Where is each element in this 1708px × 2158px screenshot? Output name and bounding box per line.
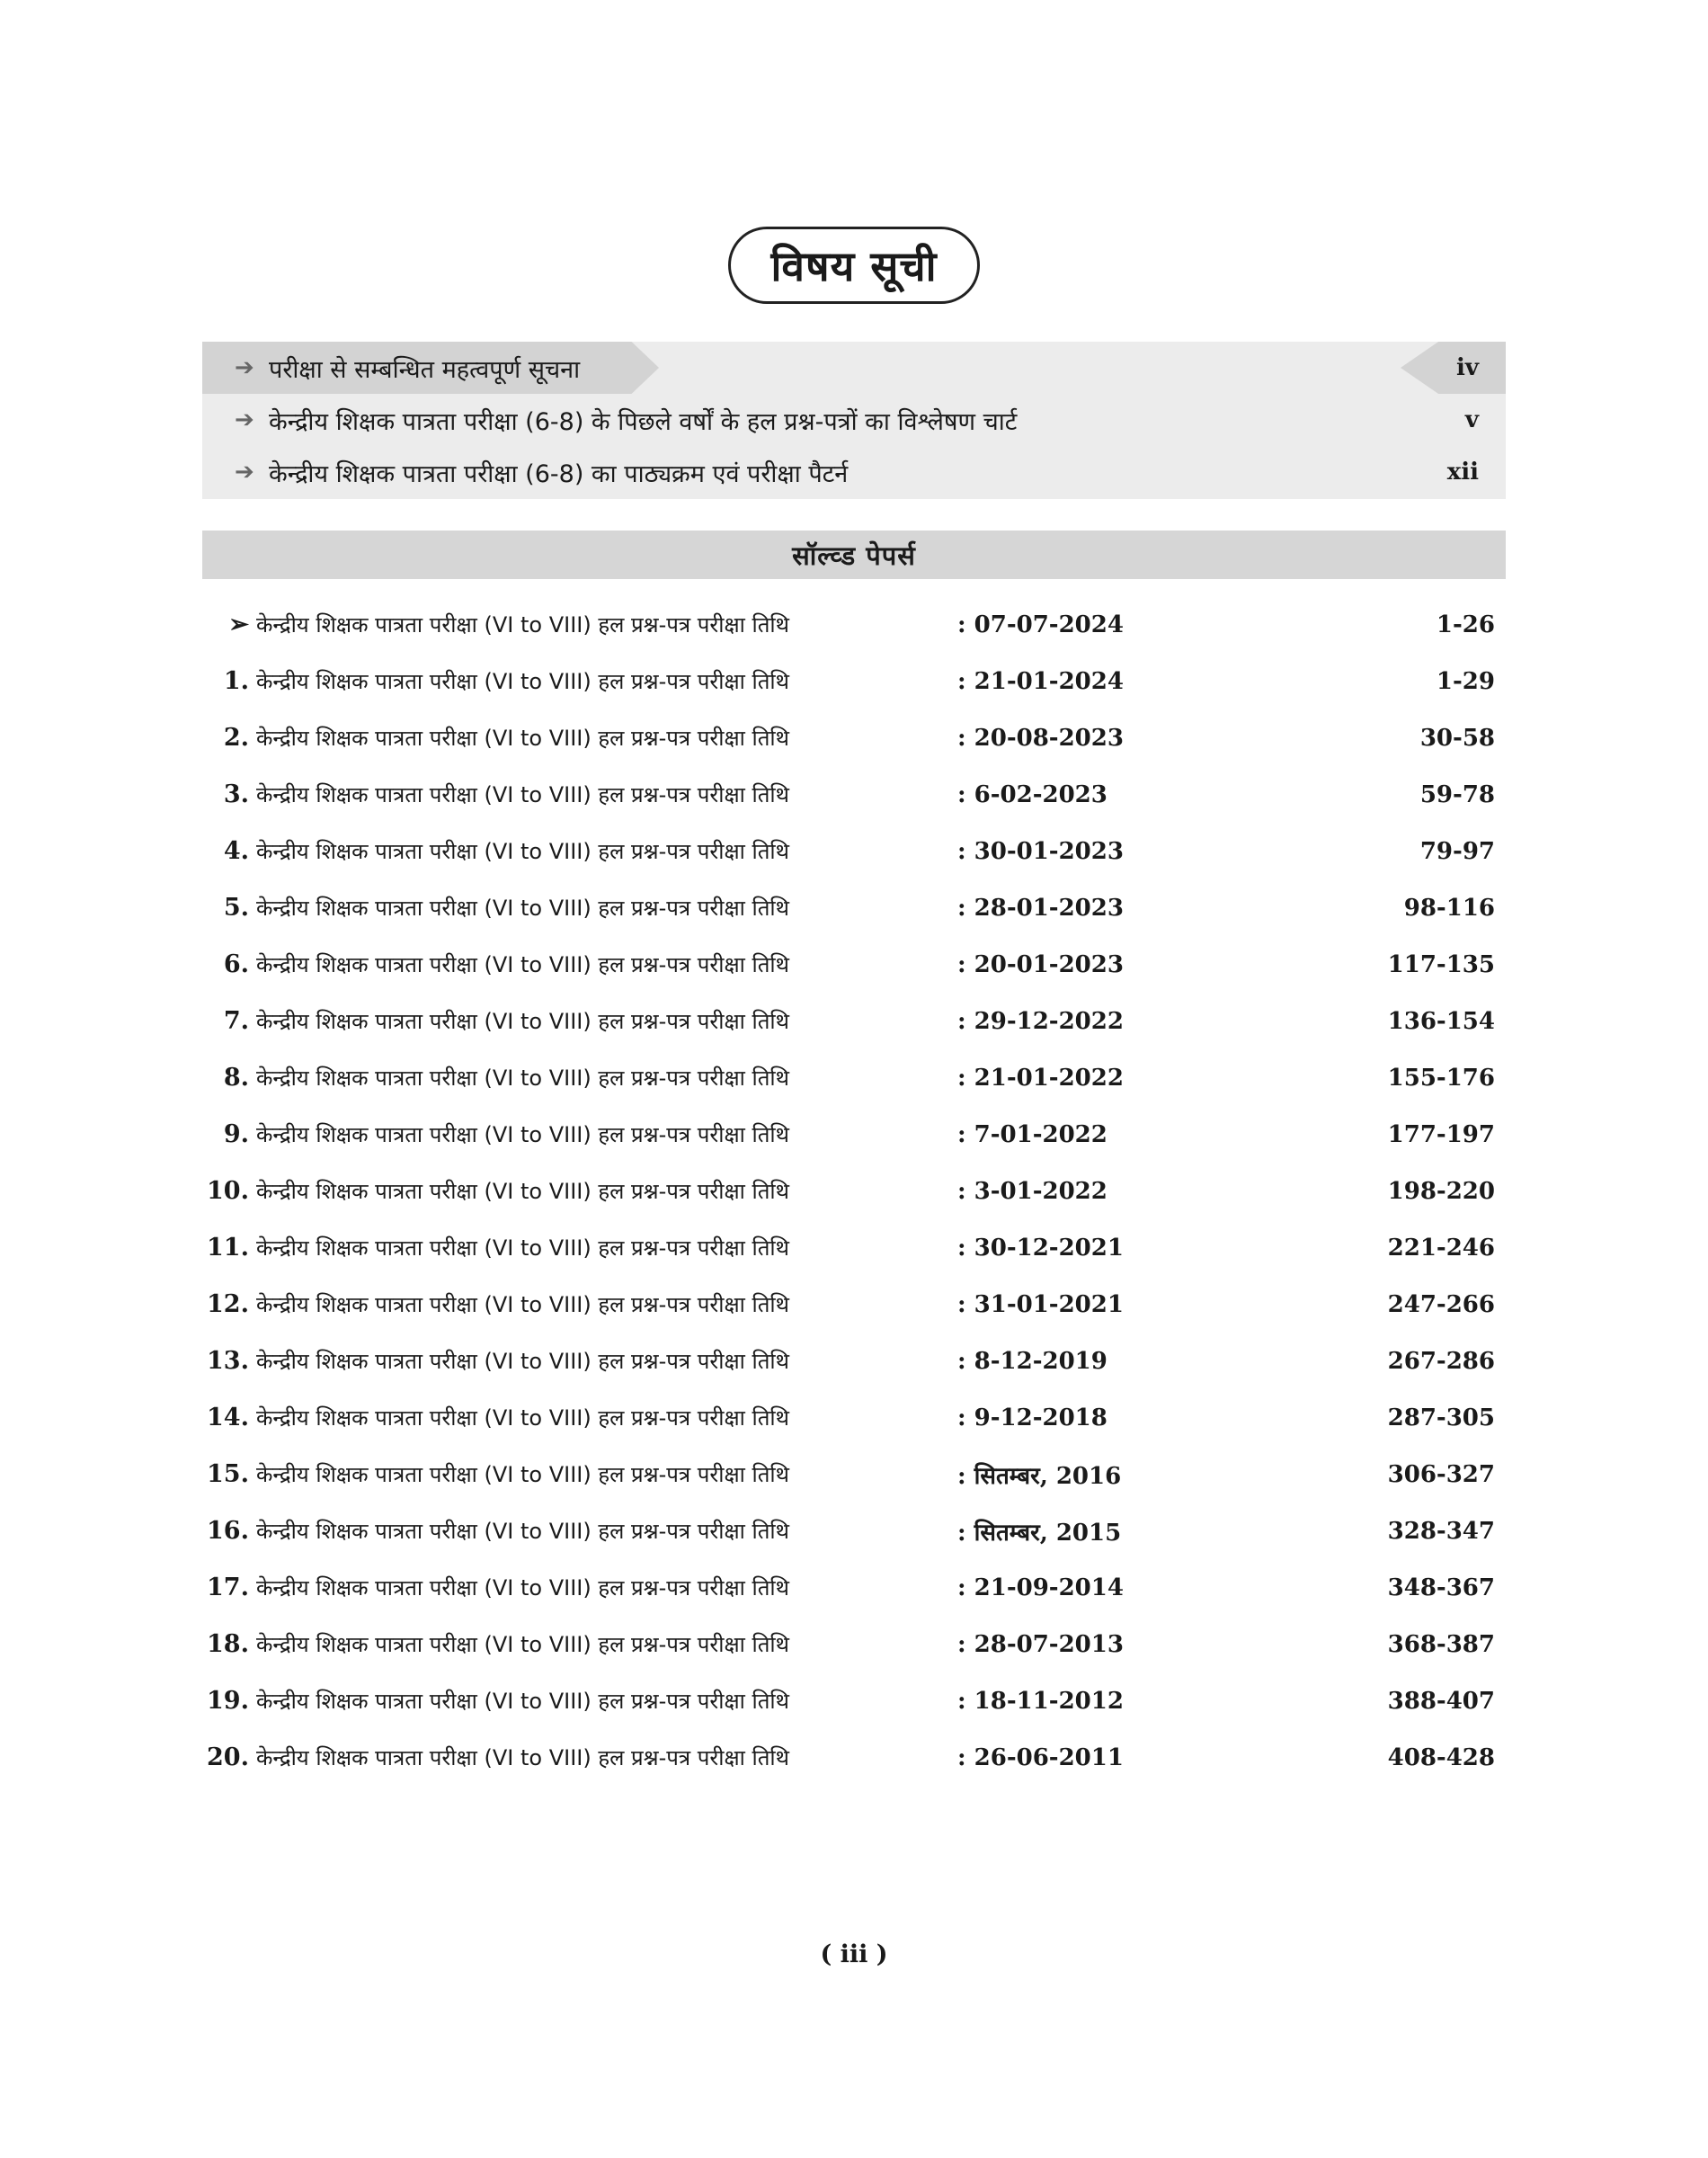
list-item[interactable] bbox=[202, 993, 1506, 1049]
list-item[interactable] bbox=[202, 1616, 1506, 1672]
entry-title: केन्द्रीय शिक्षक पात्रता परीक्षा (VI to VIII) हल प्रश्न-पत्र परीक्षा तिथि bbox=[256, 1009, 789, 1034]
entry-title: केन्द्रीय शिक्षक पात्रता परीक्षा (VI to VIII) हल प्रश्न-पत्र परीक्षा तिथि bbox=[256, 1349, 789, 1374]
entry-pages: 30-58 bbox=[1419, 724, 1495, 752]
entry-number: 5. bbox=[223, 894, 249, 922]
entry-date: : 20-01-2023 bbox=[957, 950, 1124, 978]
entry-pages: 155-176 bbox=[1387, 1064, 1495, 1092]
intro-item-text: केन्द्रीय शिक्षक पात्रता परीक्षा (6-8) का पाठ्यक्रम एवं परीक्षा पैटर्न bbox=[269, 459, 849, 488]
entry-date: : 21-01-2022 bbox=[957, 1064, 1124, 1092]
arrow-right-icon: ➔ bbox=[235, 406, 254, 433]
entry-pages: 388-407 bbox=[1387, 1687, 1495, 1715]
entry-title: केन्द्रीय शिक्षक पात्रता परीक्षा (VI to VIII) हल प्रश्न-पत्र परीक्षा तिथि bbox=[256, 1689, 789, 1714]
arrow-right-icon: ➔ bbox=[235, 459, 254, 486]
entry-pages: 59-78 bbox=[1419, 780, 1495, 808]
entry-pages: 79-97 bbox=[1419, 837, 1495, 865]
list-item[interactable] bbox=[202, 1163, 1506, 1219]
entry-date: : 6-02-2023 bbox=[957, 780, 1108, 808]
entry-title: केन्द्रीय शिक्षक पात्रता परीक्षा (VI to VIII) हल प्रश्न-पत्र परीक्षा तिथि bbox=[256, 1066, 789, 1091]
entry-title: केन्द्रीय शिक्षक पात्रता परीक्षा (VI to VIII) हल प्रश्न-पत्र परीक्षा तिथि bbox=[256, 952, 789, 977]
entry-title: केन्द्रीय शिक्षक पात्रता परीक्षा (VI to VIII) हल प्रश्न-पत्र परीक्षा तिथि bbox=[256, 782, 789, 807]
list-item[interactable] bbox=[202, 1672, 1506, 1729]
entry-number: ➢ bbox=[228, 611, 249, 638]
entry-date: : 20-08-2023 bbox=[957, 724, 1124, 752]
entry-date: : 7-01-2022 bbox=[957, 1120, 1108, 1148]
entry-pages: 117-135 bbox=[1387, 950, 1495, 978]
list-item[interactable] bbox=[202, 1276, 1506, 1333]
entry-pages: 1-26 bbox=[1436, 611, 1495, 638]
entry-number: 3. bbox=[223, 780, 249, 808]
entry-number: 19. bbox=[207, 1687, 249, 1715]
list-item[interactable] bbox=[202, 1503, 1506, 1559]
entry-title: केन्द्रीय शिक्षक पात्रता परीक्षा (VI to VIII) हल प्रश्न-पत्र परीक्षा तिथि bbox=[256, 1519, 789, 1544]
section-heading-solved-papers: सॉल्व्ड पेपर्स bbox=[202, 531, 1506, 579]
intro-item-page: v bbox=[1464, 406, 1479, 433]
entry-number: 10. bbox=[207, 1177, 249, 1205]
list-item[interactable] bbox=[202, 1219, 1506, 1276]
list-item[interactable] bbox=[202, 653, 1506, 709]
entry-number: 15. bbox=[207, 1460, 249, 1488]
entry-date: : 21-09-2014 bbox=[957, 1574, 1124, 1601]
entry-pages: 408-428 bbox=[1387, 1743, 1495, 1771]
intro-item-text: केन्द्रीय शिक्षक पात्रता परीक्षा (6-8) के पिछले वर्षों के हल प्रश्न-पत्रों का विश्लेषण चार्ट bbox=[269, 407, 1018, 436]
entry-date: : 07-07-2024 bbox=[957, 611, 1124, 638]
entry-pages: 348-367 bbox=[1387, 1574, 1495, 1601]
entry-title: केन्द्रीय शिक्षक पात्रता परीक्षा (VI to VIII) हल प्रश्न-पत्र परीक्षा तिथि bbox=[256, 1292, 789, 1317]
entry-title: केन्द्रीय शिक्षक पात्रता परीक्षा (VI to VIII) हल प्रश्न-पत्र परीक्षा तिथि bbox=[256, 669, 789, 694]
entry-number: 16. bbox=[207, 1517, 249, 1545]
intro-item-page: iv bbox=[1456, 354, 1479, 381]
entry-date: : 30-01-2023 bbox=[957, 837, 1124, 865]
entry-date: : 26-06-2011 bbox=[957, 1743, 1124, 1771]
entry-title: केन्द्रीय शिक्षक पात्रता परीक्षा (VI to VIII) हल प्रश्न-पत्र परीक्षा तिथि bbox=[256, 726, 789, 751]
entry-date: : 3-01-2022 bbox=[957, 1177, 1108, 1205]
list-item[interactable] bbox=[202, 1729, 1506, 1786]
entry-number: 8. bbox=[223, 1064, 249, 1092]
list-item[interactable] bbox=[202, 1333, 1506, 1389]
list-item[interactable] bbox=[202, 879, 1506, 936]
entry-number: 17. bbox=[207, 1574, 249, 1601]
entry-pages: 267-286 bbox=[1387, 1347, 1495, 1375]
entry-pages: 198-220 bbox=[1387, 1177, 1495, 1205]
page-title: विषय सूची bbox=[728, 227, 980, 304]
entry-date: : 8-12-2019 bbox=[957, 1347, 1108, 1375]
entry-date: : 18-11-2012 bbox=[957, 1687, 1124, 1715]
entry-number: 9. bbox=[223, 1120, 249, 1148]
entry-date: : 21-01-2024 bbox=[957, 667, 1124, 695]
entry-title: केन्द्रीय शिक्षक पात्रता परीक्षा (VI to VIII) हल प्रश्न-पत्र परीक्षा तिथि bbox=[256, 1405, 789, 1431]
entry-pages: 328-347 bbox=[1387, 1517, 1495, 1545]
entry-number: 14. bbox=[207, 1404, 249, 1431]
intro-item-page: xii bbox=[1446, 459, 1479, 486]
entry-number: 20. bbox=[207, 1743, 249, 1771]
entry-date: : 28-07-2013 bbox=[957, 1630, 1124, 1658]
entry-number: 13. bbox=[207, 1347, 249, 1375]
entry-pages: 136-154 bbox=[1387, 1007, 1495, 1035]
entry-pages: 306-327 bbox=[1387, 1460, 1495, 1488]
entry-date: : सितम्बर, 2016 bbox=[957, 1462, 1122, 1490]
entry-title: केन्द्रीय शिक्षक पात्रता परीक्षा (VI to VIII) हल प्रश्न-पत्र परीक्षा तिथि bbox=[256, 896, 789, 921]
intro-item[interactable] bbox=[202, 342, 1506, 394]
entry-pages: 287-305 bbox=[1387, 1404, 1495, 1431]
entry-number: 1. bbox=[223, 667, 249, 695]
list-item[interactable] bbox=[202, 823, 1506, 879]
list-item[interactable] bbox=[202, 1389, 1506, 1446]
entry-number: 11. bbox=[207, 1234, 249, 1262]
list-item[interactable] bbox=[202, 709, 1506, 766]
list-item[interactable] bbox=[202, 1559, 1506, 1616]
entry-number: 18. bbox=[207, 1630, 249, 1658]
entry-number: 4. bbox=[223, 837, 249, 865]
entry-number: 7. bbox=[223, 1007, 249, 1035]
entry-title: केन्द्रीय शिक्षक पात्रता परीक्षा (VI to VIII) हल प्रश्न-पत्र परीक्षा तिथि bbox=[256, 1632, 789, 1657]
entry-pages: 247-266 bbox=[1387, 1290, 1495, 1318]
paper-list bbox=[202, 596, 1506, 1786]
entry-date: : 9-12-2018 bbox=[957, 1404, 1108, 1431]
entry-title: केन्द्रीय शिक्षक पात्रता परीक्षा (VI to VIII) हल प्रश्न-पत्र परीक्षा तिथि bbox=[256, 1462, 789, 1487]
arrow-right-icon: ➔ bbox=[235, 354, 254, 381]
entry-pages: 98-116 bbox=[1403, 894, 1495, 922]
entry-number: 2. bbox=[223, 724, 249, 752]
entry-date: : 29-12-2022 bbox=[957, 1007, 1124, 1035]
entry-title: केन्द्रीय शिक्षक पात्रता परीक्षा (VI to VIII) हल प्रश्न-पत्र परीक्षा तिथि bbox=[256, 1745, 789, 1770]
entry-number: 12. bbox=[207, 1290, 249, 1318]
entry-pages: 177-197 bbox=[1387, 1120, 1495, 1148]
entry-date: : सितम्बर, 2015 bbox=[957, 1519, 1122, 1547]
entry-pages: 1-29 bbox=[1436, 667, 1495, 695]
entry-pages: 368-387 bbox=[1387, 1630, 1495, 1658]
list-item[interactable] bbox=[202, 936, 1506, 993]
entry-number: 6. bbox=[223, 950, 249, 978]
intro-item[interactable] bbox=[202, 446, 1506, 498]
intro-item-text: परीक्षा से सम्बन्धित महत्वपूर्ण सूचना bbox=[269, 355, 581, 384]
entry-title: केन्द्रीय शिक्षक पात्रता परीक्षा (VI to VIII) हल प्रश्न-पत्र परीक्षा तिथि bbox=[256, 1179, 789, 1204]
list-item[interactable] bbox=[202, 1106, 1506, 1163]
list-item[interactable] bbox=[202, 596, 1506, 653]
entry-title: केन्द्रीय शिक्षक पात्रता परीक्षा (VI to VIII) हल प्रश्न-पत्र परीक्षा तिथि bbox=[256, 1122, 789, 1147]
entry-date: : 28-01-2023 bbox=[957, 894, 1124, 922]
entry-date: : 31-01-2021 bbox=[957, 1290, 1124, 1318]
entry-title: केन्द्रीय शिक्षक पात्रता परीक्षा (VI to VIII) हल प्रश्न-पत्र परीक्षा तिथि bbox=[256, 1235, 789, 1261]
entry-title: केन्द्रीय शिक्षक पात्रता परीक्षा (VI to VIII) हल प्रश्न-पत्र परीक्षा तिथि bbox=[256, 1575, 789, 1601]
list-item[interactable] bbox=[202, 1049, 1506, 1106]
entry-title: केन्द्रीय शिक्षक पात्रता परीक्षा (VI to VIII) हल प्रश्न-पत्र परीक्षा तिथि bbox=[256, 839, 789, 864]
entry-date: : 30-12-2021 bbox=[957, 1234, 1124, 1262]
list-item[interactable] bbox=[202, 766, 1506, 823]
entry-pages: 221-246 bbox=[1387, 1234, 1495, 1262]
list-item[interactable] bbox=[202, 1446, 1506, 1503]
entry-title: केन्द्रीय शिक्षक पात्रता परीक्षा (VI to VIII) हल प्रश्न-पत्र परीक्षा तिथि bbox=[256, 612, 789, 638]
page-number: ( iii ) bbox=[820, 1940, 888, 1968]
intro-item[interactable] bbox=[202, 394, 1506, 446]
